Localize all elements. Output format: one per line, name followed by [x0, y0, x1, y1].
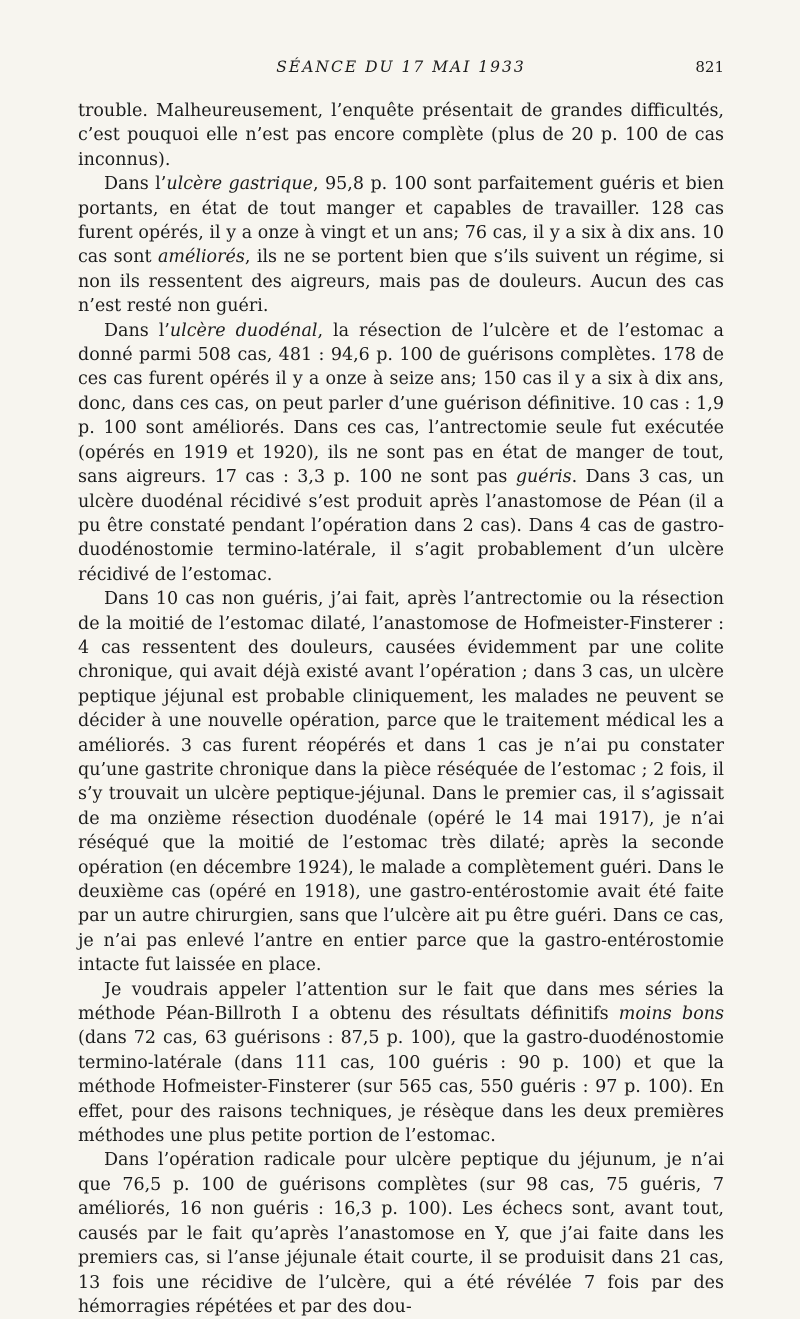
term-ulcere-duodenal: ulcère duodénal	[169, 320, 318, 341]
paragraph-methode-pean-billroth: Je voudrais appeler l’attention sur le fait que dans mes séries la méthode Péan-Billroth I a obtenu des résultats définitifs moins bons (dans 72 cas, 63 guérisons : 87,5 p. 100), que la gastro-duodénostomie termino-latérale (dans 111 cas, 100 guéris : 90 p. 100) et que la méthode Hofmeister-Finsterer (sur 565 cas, 550 guéris : 97 p. 100). En effet, pour des raisons techniques, je résèque dans les deux premières méthodes une plus petite portion de l’estomac.	[78, 979, 724, 1147]
page-header	[78, 58, 724, 84]
running-title: SÉANCE DU 17 MAI 1933	[276, 58, 526, 76]
term-ameliores: améliorés	[157, 247, 245, 268]
body-text	[78, 99, 724, 1319]
term-ulcere-gastrique: ulcère gastrique	[166, 174, 313, 195]
paragraph-ulcere-duodenal: Dans l’ulcère duodénal, la résection de l’ulcère et de l’estomac a donné parmi 508 cas, 481 : 94,6 p. 100 de guérisons complètes. 178 de ces cas furent opérés il y a onze à seize ans; 150 cas il y a six à dix ans, donc, dans ces cas, on peut parler d’une guérison définitive. 10 cas : 1,9 p. 100 sont améliorés. Dans ces cas, l’antrectomie seule fut exécutée (opérés en 1919 et 1920), ils ne sont pas en état de manger de tout, sans aigreurs. 17 cas : 3,3 p. 100 ne sont pas guéris. Dans 3 cas, un ulcère duodénal récidivé s’est produit après l’anastomose de Péan (il a pu être constaté pendant l’opération dans 2 cas). Dans 4 cas de gastro-duodénostomie termino-latérale, il s’agit probablement d’un ulcère récidivé de l’estomac.	[78, 320, 725, 585]
term-moins-bons: moins bons	[618, 1004, 724, 1025]
paragraph-ulcere-peptique-jejunum: Dans l’opération radicale pour ulcère peptique du jéjunum, je n’ai que 76,5 p. 100 de guérisons complètes (sur 98 cas, 75 guéris, 7 améliorés, 16 non guéris : 16,3 p. 100). Les échecs sont, avant tout, causés par le fait qu’après l’anastomose en Y, que j’ai faite dans les premiers cas, si l’anse jéjunale était courte, il se produisit dans 21 cas, 13 fois une récidive de l’ulcère, qui a été révélée 7 fois par des hémorragies répétées et par des dou-	[78, 1150, 724, 1317]
term-gueris: guéris	[515, 467, 572, 488]
paragraph-ulcere-gastrique: Dans l’ulcère gastrique, 95,8 p. 100 sont parfaitement guéris et bien portants, en état de tout manger et capables de travailler. 128 cas furent opérés, il y a onze à vingt et un ans; 76 cas, il y a six à dix ans. 10 cas sont améliorés, ils ne se portent bien que s’ils suivent un régime, si non ils ressentent des aigreurs, mais pas de douleurs. Aucun des cas n’est resté non guéri.	[78, 174, 724, 317]
paragraph-1: trouble. Malheureusement, l’enquête présentait de grandes difficultés, c’est pouquoi elle n’est pas encore complète (plus de 20 p. 100 de cas inconnus).	[78, 101, 724, 170]
paragraph-cas-non-gueris: Dans 10 cas non guéris, j’ai fait, après l’antrectomie ou la résection de la moitié de l’estomac dilaté, l’anastomose de Hofmeister-Finsterer : 4 cas ressentent des douleurs, causées évidemment par une colite chronique, qui avait déjà existé avant l’opération ; dans 3 cas, un ulcère peptique jéjunal est probable cliniquement, les malades ne peuvent se décider à une nouvelle opération, parce que le traitement médical les a améliorés. 3 cas furent réopérés et dans 1 cas je n’ai pu constater qu’une gastrite chronique dans la pièce réséquée de l’estomac ; 2 fois, il s’y trouvait un ulcère peptique-jéjunal. Dans le premier cas, il s’agissait de ma onzième résection duodénale (opéré le 14 mai 1917), je n’ai réséqué que la moitié de l’estomac très dilaté; après la seconde opération (en décembre 1924), le malade a complètement guéri. Dans le deuxième cas (opéré en 1918), une gastro-entérostomie avait été faite par un autre chirurgien, sans que l’ulcère ait pu être guéri. Dans ce cas, je n’ai pas enlevé l’antre en entier parce que la gastro-entérostomie intacte fut laissée en place.	[78, 589, 724, 976]
page-number: 821	[695, 58, 724, 76]
